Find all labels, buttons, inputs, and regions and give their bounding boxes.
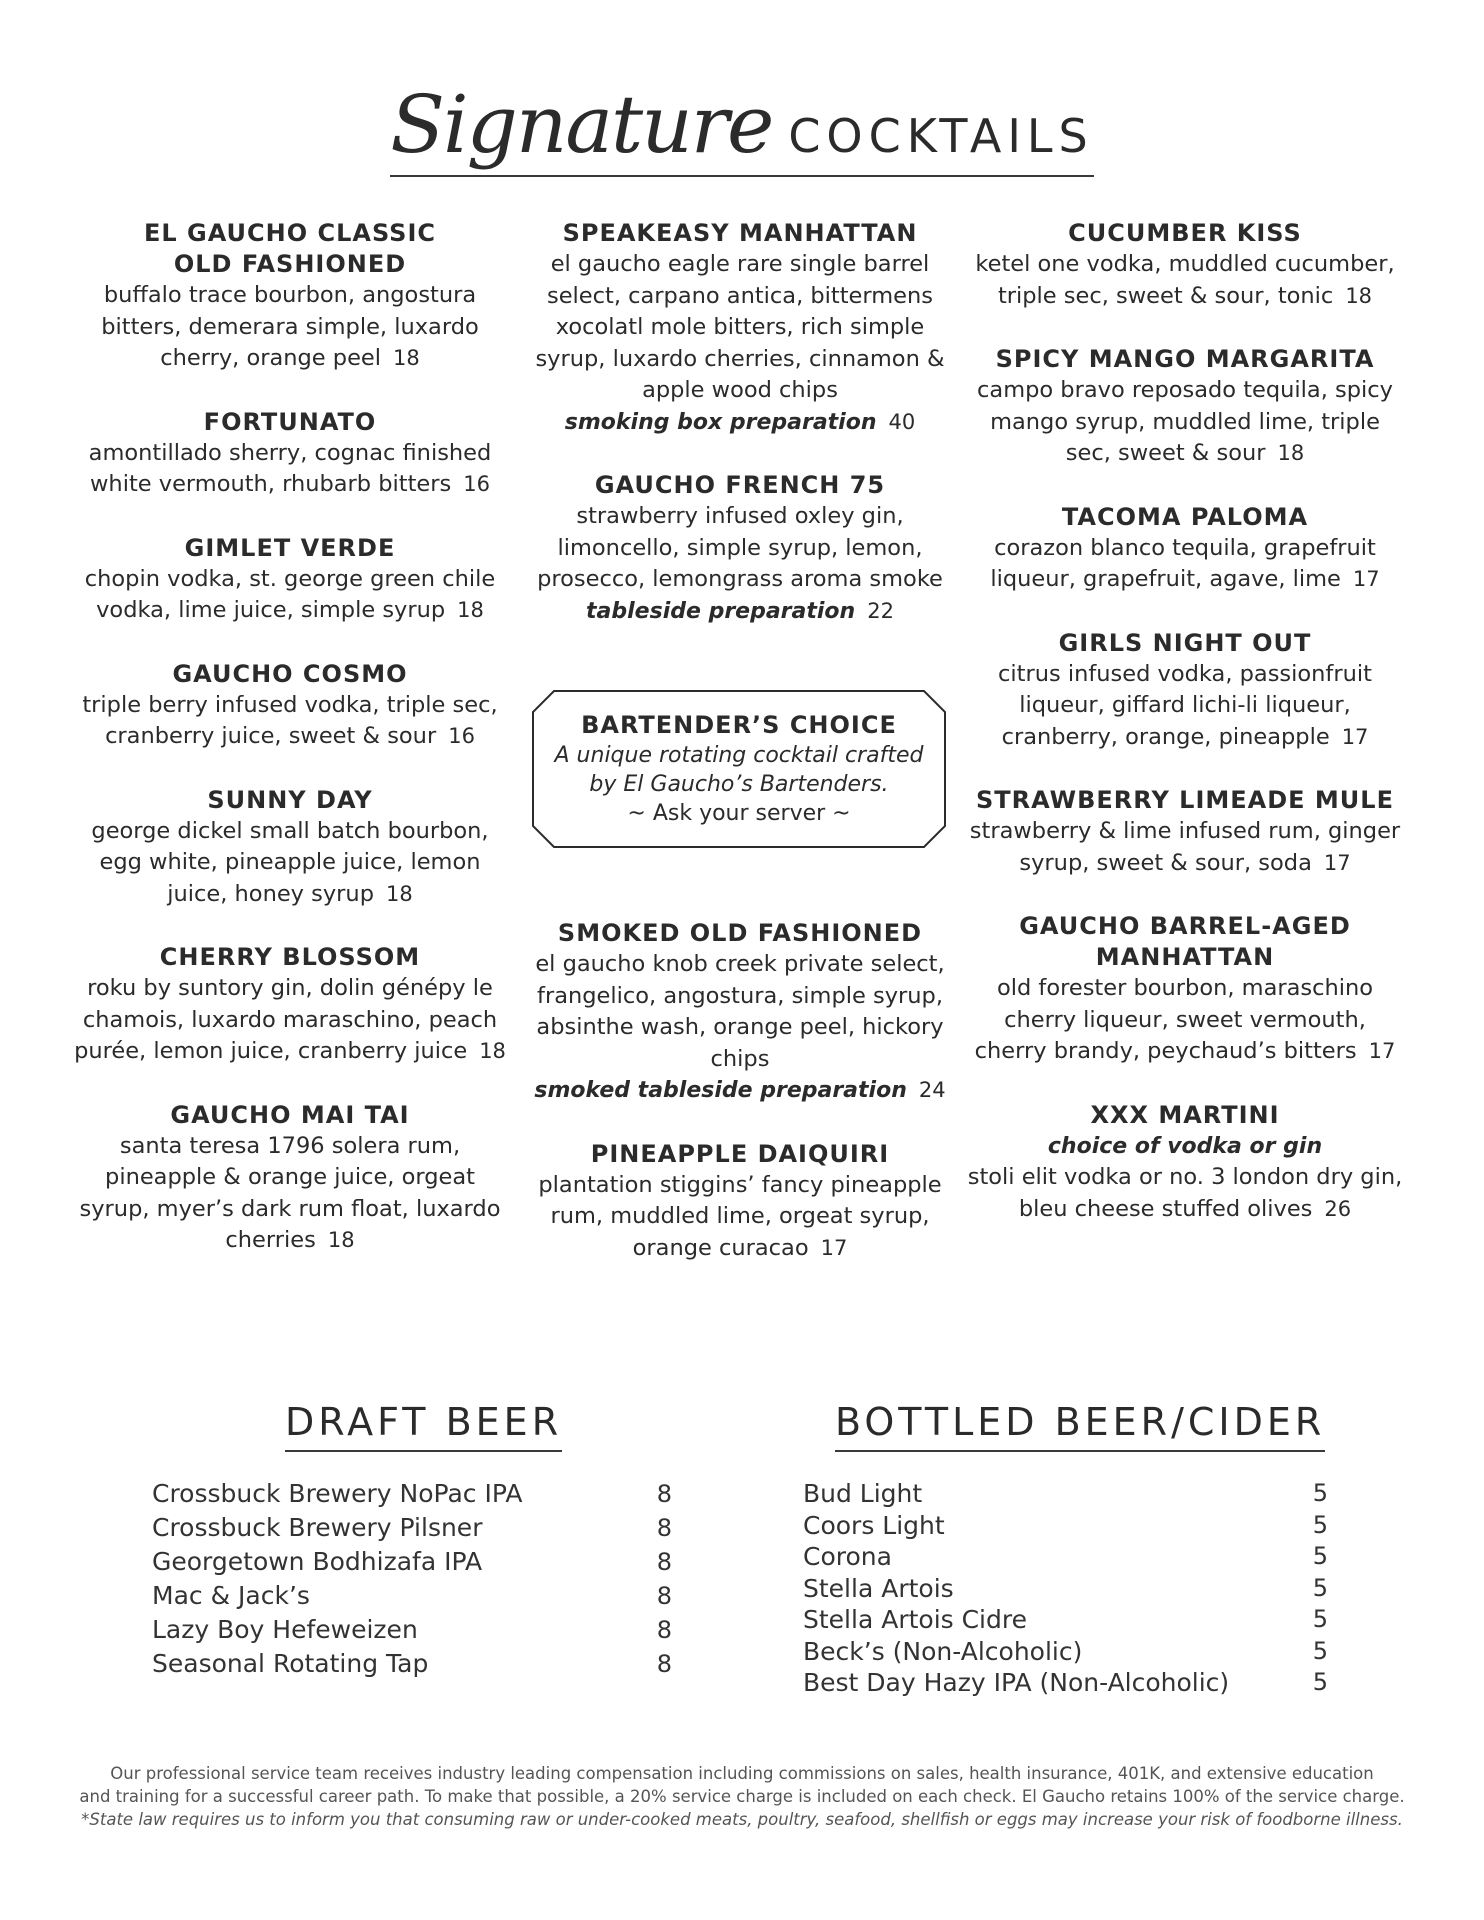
cocktail-ingredients: plantation stiggins’ fancy pineapple rum, muddled lime, orgeat syrup, orange curacao bbox=[538, 1171, 942, 1261]
beer-price: 5 bbox=[1312, 1510, 1328, 1539]
cocktail-preparation bbox=[520, 596, 960, 628]
cocktail-ingredients: santa teresa 1796 solera rum, pineapple & orange juice, orgeat syrup, myer’s dark rum float, luxardo cherries bbox=[79, 1132, 501, 1253]
bottled-beer-underline bbox=[835, 1450, 1325, 1452]
beer-item bbox=[152, 1511, 672, 1545]
cocktail-item bbox=[70, 942, 510, 1068]
cocktail-price: 16 bbox=[448, 724, 475, 748]
beer-item bbox=[803, 1541, 1328, 1573]
beer-item bbox=[152, 1579, 672, 1613]
cocktail-ingredients: roku by suntory gin, dolin génépy le chamois, luxardo maraschino, peach purée, lemon juice, cranberry juice bbox=[74, 975, 498, 1064]
footer-notice bbox=[60, 1762, 1424, 1831]
cocktail-item bbox=[70, 218, 510, 375]
cocktail-preparation-text: smoked tableside preparation bbox=[534, 1078, 907, 1103]
choice-title: BARTENDER’S CHOICE bbox=[581, 711, 897, 739]
cocktail-group-center-top bbox=[520, 218, 960, 627]
beer-name: Crossbuck Brewery NoPac IPA bbox=[152, 1479, 523, 1508]
beer-name: Bud Light bbox=[803, 1479, 923, 1508]
cocktail-description bbox=[70, 564, 510, 627]
cocktail-price: 18 bbox=[479, 1039, 506, 1063]
cocktail-price: 18 bbox=[327, 1228, 355, 1252]
bottled-beer-heading bbox=[835, 1400, 1325, 1450]
cocktail-item bbox=[965, 502, 1405, 596]
title-script: Signature bbox=[390, 78, 773, 171]
beer-price: 5 bbox=[1312, 1573, 1328, 1602]
cocktail-item bbox=[965, 628, 1405, 754]
choice-line-1: A unique rotating cocktail crafted bbox=[554, 743, 924, 768]
title-underline bbox=[390, 175, 1094, 177]
cocktail-item bbox=[965, 1100, 1405, 1226]
cocktail-description bbox=[520, 501, 960, 596]
cocktail-description bbox=[70, 1131, 510, 1257]
cocktail-price: 17 bbox=[1352, 567, 1380, 591]
cocktail-item bbox=[70, 659, 510, 753]
cocktail-price: 17 bbox=[1341, 724, 1369, 749]
cocktail-item bbox=[70, 533, 510, 627]
beer-item bbox=[152, 1647, 672, 1681]
menu-header bbox=[0, 78, 1484, 188]
beer-price: 8 bbox=[656, 1582, 672, 1610]
cocktail-ingredients: el gaucho knob creek private select, frangelico, angostura, simple syrup, absinthe wash, orange peel, hickory chips bbox=[535, 951, 945, 1072]
cocktail-description bbox=[965, 249, 1405, 312]
cocktail-name: GAUCHO COSMO bbox=[172, 659, 408, 688]
cocktail-ingredients: chopin vodka, st. george green chile vodka, lime juice, simple syrup bbox=[84, 565, 496, 623]
beer-price: 5 bbox=[1312, 1542, 1328, 1570]
beer-name: Lazy Boy Hefeweizen bbox=[152, 1615, 418, 1644]
cocktail-item bbox=[70, 407, 510, 501]
cocktail-price: 18 bbox=[393, 346, 420, 370]
beer-item bbox=[803, 1478, 1328, 1510]
cocktail-ingredients: corazon blanco tequila, grapefruit liqueur, grapefruit, agave, lime bbox=[990, 534, 1376, 592]
beer-price: 8 bbox=[656, 1650, 672, 1678]
cocktail-description bbox=[70, 816, 510, 911]
cocktail-column-right bbox=[965, 218, 1405, 1257]
cocktail-item bbox=[965, 218, 1405, 312]
cocktail-description bbox=[70, 280, 510, 375]
cocktail-name: TACOMA PALOMA bbox=[1061, 502, 1309, 531]
cocktail-item bbox=[520, 218, 960, 438]
cocktail-description bbox=[965, 533, 1405, 596]
cocktail-name: PINEAPPLE DAIQUIRI bbox=[590, 1139, 890, 1168]
cocktail-price: 18 bbox=[385, 881, 413, 906]
cocktail-preparation-text: tableside preparation bbox=[586, 598, 856, 624]
cocktail-item bbox=[965, 911, 1405, 1068]
beer-name: Best Day Hazy IPA (Non-Alcoholic) bbox=[803, 1668, 1230, 1697]
bartenders-choice-box bbox=[532, 690, 946, 848]
beer-name: Coors Light bbox=[803, 1510, 945, 1540]
cocktail-item bbox=[70, 785, 510, 911]
beer-name: Stella Artois Cidre bbox=[803, 1605, 1027, 1634]
cocktail-preparation-text: smoking box preparation bbox=[564, 409, 877, 435]
cocktail-name: SMOKED OLD FASHIONED bbox=[557, 919, 923, 947]
cocktail-description bbox=[965, 816, 1405, 879]
cocktail-name: SUNNY DAY bbox=[207, 785, 373, 814]
cocktail-price: 22 bbox=[867, 598, 894, 623]
beer-name: Georgetown Bodhizafa IPA bbox=[152, 1547, 483, 1576]
beer-name: Crossbuck Brewery Pilsner bbox=[152, 1513, 483, 1542]
cocktail-ingredients: triple berry infused vodka, triple sec, cranberry juice, sweet & sour bbox=[82, 691, 498, 749]
cocktail-price: 26 bbox=[1324, 1196, 1352, 1221]
cocktail-ingredients: el gaucho eagle rare single barrel select, carpano antica, bittermens xocolatl mole bitters, rich simple syrup, luxardo cherries, cinnamon & apple wood chips bbox=[535, 251, 945, 403]
cocktail-item bbox=[965, 344, 1405, 470]
beer-item bbox=[803, 1573, 1328, 1605]
beer-price: 5 bbox=[1312, 1605, 1328, 1633]
cocktail-price: 18 bbox=[1345, 283, 1373, 308]
cocktail-description bbox=[965, 1162, 1405, 1225]
cocktail-name: GIRLS NIGHT OUT bbox=[1058, 628, 1312, 657]
cocktail-ingredients: old forester bourbon, maraschino cherry liqueur, sweet vermouth, cherry brandy, peychaud’s bitters bbox=[974, 975, 1374, 1064]
beer-price: 8 bbox=[656, 1480, 672, 1508]
cocktail-description bbox=[520, 1170, 960, 1265]
cocktail-name: GAUCHO BARREL-AGED MANHATTAN bbox=[1019, 912, 1351, 971]
cocktail-ingredients: strawberry & lime infused rum, ginger syrup, sweet & sour, soda bbox=[969, 818, 1401, 876]
draft-beer-heading bbox=[285, 1400, 562, 1450]
cocktail-ingredients: stoli elit vodka or no. 3 london dry gin, bleu cheese stuffed olives bbox=[967, 1164, 1403, 1222]
cocktail-description bbox=[70, 690, 510, 753]
cocktail-ingredients: george dickel small batch bourbon, egg white, pineapple juice, lemon juice, honey syrup bbox=[91, 817, 489, 907]
draft-beer-underline bbox=[285, 1450, 562, 1452]
cocktail-name: GIMLET VERDE bbox=[184, 533, 396, 562]
beer-price: 5 bbox=[1312, 1668, 1328, 1696]
cocktail-ingredients: ketel one vodka, muddled cucumber, triple sec, sweet & sour, tonic bbox=[975, 251, 1395, 309]
cocktail-name: GAUCHO MAI TAI bbox=[170, 1100, 410, 1129]
cocktail-name: EL GAUCHO CLASSIC OLD FASHIONED bbox=[143, 219, 437, 278]
cocktail-name: STRAWBERRY LIMEADE MULE bbox=[976, 786, 1394, 814]
beer-name: Corona bbox=[803, 1542, 892, 1571]
cocktail-price: 17 bbox=[820, 1235, 848, 1260]
cocktail-ingredients: campo bravo reposado tequila, spicy mango syrup, muddled lime, triple sec, sweet & sour bbox=[977, 377, 1393, 466]
cocktail-name: CHERRY BLOSSOM bbox=[159, 943, 421, 971]
cocktail-item bbox=[520, 918, 960, 1107]
cocktail-description bbox=[965, 973, 1405, 1068]
beer-item bbox=[152, 1477, 672, 1511]
cocktail-name: XXX MARTINI bbox=[1090, 1100, 1280, 1129]
cocktail-description bbox=[965, 659, 1405, 754]
bottled-beer-heading-text: BOTTLED BEER/CIDER bbox=[835, 1400, 1326, 1444]
beer-item bbox=[803, 1667, 1328, 1699]
cocktail-item bbox=[520, 470, 960, 627]
beer-item bbox=[152, 1613, 672, 1647]
cocktail-item bbox=[70, 1100, 510, 1257]
cocktail-description bbox=[70, 973, 510, 1068]
beer-price: 8 bbox=[656, 1548, 672, 1576]
beer-price: 8 bbox=[656, 1616, 672, 1644]
cocktail-price: 16 bbox=[463, 472, 490, 496]
cocktail-description bbox=[520, 249, 960, 407]
menu-title bbox=[384, 78, 1100, 185]
choice-ask: ~ Ask your server ~ bbox=[627, 801, 851, 826]
cocktail-ingredients: buffalo trace bourbon, angostura bitters, demerara simple, luxardo cherry, orange peel bbox=[101, 282, 479, 371]
cocktail-description bbox=[965, 375, 1405, 470]
cocktail-group-center-bottom bbox=[520, 918, 960, 1296]
cocktail-price: 24 bbox=[918, 1078, 946, 1102]
cocktail-price: 18 bbox=[457, 598, 484, 622]
choice-line-2: by El Gaucho’s Bartenders. bbox=[589, 772, 889, 797]
cocktail-item bbox=[965, 785, 1405, 879]
draft-beer-list bbox=[152, 1477, 672, 1681]
cocktail-ingredients: citrus infused vodka, passionfruit liqueur, giffard lichi-li liqueur, cranberry, orange, pineapple bbox=[998, 660, 1372, 750]
title-caps: COCKTAILS bbox=[788, 109, 1094, 163]
cocktail-note: choice of vodka or gin bbox=[1047, 1133, 1323, 1159]
footer-line-2: and training for a successful career path. To make that possible, a 20% service charge is included on each check. El Gaucho retains 100% of the service charge. bbox=[79, 1787, 1405, 1806]
beer-name: Beck’s (Non-Alcoholic) bbox=[803, 1636, 1083, 1666]
cocktail-price: 17 bbox=[1368, 1039, 1396, 1063]
cocktail-ingredients: strawberry infused oxley gin, limoncello, simple syrup, lemon, prosecco, lemongrass aroma smoke bbox=[537, 503, 943, 592]
footer-line-1: Our professional service team receives industry leading compensation including commissions on sales, health insurance, 401K, and extensive education bbox=[110, 1764, 1374, 1783]
cocktail-name: CUCUMBER KISS bbox=[1068, 219, 1302, 247]
beer-item bbox=[152, 1545, 672, 1579]
cocktail-name: SPEAKEASY MANHATTAN bbox=[562, 219, 918, 247]
cocktail-item bbox=[520, 1139, 960, 1265]
cocktail-description bbox=[520, 949, 960, 1075]
bottled-beer-list bbox=[803, 1478, 1328, 1699]
beer-item bbox=[803, 1604, 1328, 1636]
cocktail-price: 40 bbox=[888, 409, 916, 434]
beer-price: 8 bbox=[656, 1514, 672, 1542]
draft-beer-heading-text: DRAFT BEER bbox=[285, 1400, 563, 1444]
beer-price: 5 bbox=[1312, 1479, 1328, 1507]
beer-name: Stella Artois bbox=[803, 1573, 954, 1603]
cocktail-price: 18 bbox=[1277, 441, 1305, 465]
cocktail-price: 17 bbox=[1323, 850, 1351, 875]
cocktail-ingredients: amontillado sherry, cognac finished white vermouth, rhubarb bitters bbox=[88, 439, 492, 497]
cocktail-preparation bbox=[520, 1075, 960, 1107]
beer-name: Seasonal Rotating Tap bbox=[152, 1649, 429, 1678]
beer-price: 5 bbox=[1312, 1636, 1328, 1665]
beer-item bbox=[803, 1636, 1328, 1668]
cocktail-column-left bbox=[70, 218, 510, 1289]
cocktail-preparation bbox=[520, 407, 960, 439]
cocktail-name: GAUCHO FRENCH 75 bbox=[594, 471, 886, 499]
beer-name: Mac & Jack’s bbox=[152, 1581, 310, 1610]
beer-item bbox=[803, 1510, 1328, 1542]
choice-text bbox=[532, 710, 946, 828]
cocktail-description bbox=[70, 438, 510, 501]
footer-health-warning: *State law requires us to inform you that consuming raw or under-cooked meats, poultry, seafood, shellfish or eggs may increase your risk of foodborne illness. bbox=[81, 1810, 1403, 1829]
cocktail-name: SPICY MANGO MARGARITA bbox=[995, 345, 1375, 373]
cocktail-name: FORTUNATO bbox=[203, 407, 377, 436]
